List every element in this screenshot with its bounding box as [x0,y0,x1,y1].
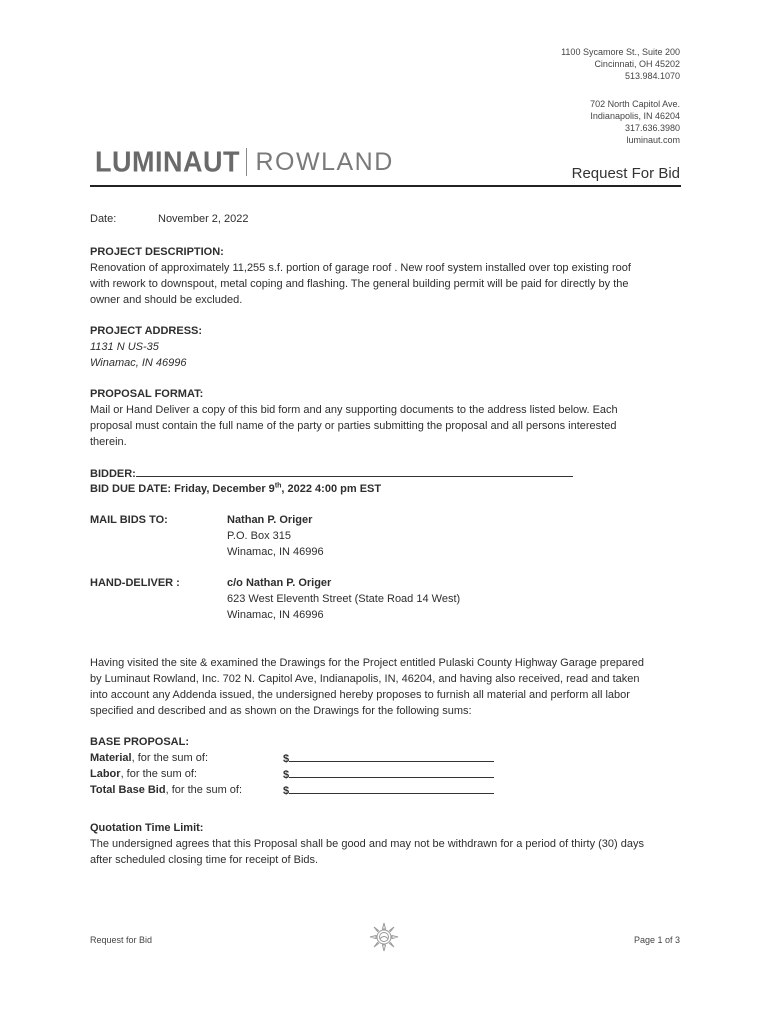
bidder-row [90,465,685,482]
logo-divider [246,148,248,176]
paragraph-line: Renovation of approximately 11,255 s.f. portion of garage roof . New roof system installed over top existing roof [90,262,631,274]
paragraph-line: therein. [90,436,127,448]
section-heading: PROPOSAL FORMAT: [90,388,204,400]
website: luminaut.com [626,135,680,145]
address-line: Cincinnati, OH 45202 [594,59,680,69]
paragraph-line: Mail or Hand Deliver a copy of this bid form and any supporting documents to the address listed below. Each [90,404,618,416]
amount-blank[interactable] [289,766,494,778]
ordinal-suffix: th [274,482,282,490]
currency-symbol: $ [283,769,290,781]
proposal-format [90,386,685,450]
intro-paragraph [90,655,685,719]
mail-bids-label: MAIL BIDS TO: [90,514,168,526]
row-label-rest: , for the sum of: [131,752,208,764]
bid-due-date-text: BID DUE DATE: Friday, December 9 [90,483,275,495]
row-label-bold: Labor [90,768,121,780]
paragraph-line: with rework to downspout, metal coping and flashing. The general building permit will be paid for directly by the [90,278,629,290]
contact-name: c/o Nathan P. Origer [227,577,332,589]
company-logo [95,146,394,178]
quotation-time-limit [90,820,685,868]
paragraph-line: into account any Addenda issued, the undersigned hereby proposes to furnish all material and perform all labor [90,689,630,701]
phone-number: 513.984.1070 [624,71,680,81]
mail-bids-address [227,512,324,560]
project-address [90,323,685,371]
paragraph-line: owner and should be excluded. [90,294,243,306]
contact-name: Nathan P. Origer [227,514,313,526]
date-row [90,211,685,227]
document-title: Request For Bid [571,165,680,182]
footer-document-name: Request for Bid [90,935,153,945]
address-line: 1100 Sycamore St., Suite 200 [561,47,680,57]
paragraph-line: by Luminaut Rowland, Inc. 702 N. Capitol Ave, Indianapolis, IN, 46204, and having also received, read and taken [90,673,640,685]
paragraph-line: specified and described and as shown on the Drawings for the following sums: [90,705,472,717]
section-heading: PROJECT ADDRESS: [90,325,203,337]
address-line: 1131 N US-35 [90,341,159,353]
bid-due-date-time: , 2022 4:00 pm EST [281,483,382,495]
paragraph-line: proposal must contain the full name of the party or parties submitting the proposal and all persons interested [90,420,617,432]
date-label: Date: [90,213,117,225]
paragraph-line: The undersigned agrees that this Proposal shall be good and may not be withdrawn for a period of thirty (30) days [90,838,644,850]
base-proposal [90,734,685,798]
address-line: 623 West Eleventh Street (State Road 14 West) [227,593,461,605]
address-line: Winamac, IN 46996 [90,357,187,369]
row-label-rest: , for the sum of: [165,784,243,796]
total-base-bid-row [90,782,685,798]
hand-deliver-label: HAND-DELIVER : [90,577,180,589]
address-line: Indianapolis, IN 46204 [590,111,680,121]
row-label-bold: Total Base Bid [90,784,166,796]
hand-deliver-address [227,575,460,623]
phone-number: 317.636.3980 [624,123,680,133]
page-number: Page 1 of 3 [633,935,680,945]
section-heading: Quotation Time Limit: [90,822,204,834]
row-label-bold: Material [90,752,132,764]
section-heading: BASE PROPOSAL: [90,736,190,748]
address-line: 702 North Capitol Ave. [590,99,680,109]
address-line: Winamac, IN 46996 [227,546,324,558]
office-address-indianapolis [590,98,680,146]
address-line: P.O. Box 315 [227,530,292,542]
currency-symbol: $ [283,753,290,765]
labor-amount-field[interactable] [283,766,494,783]
project-description [90,244,685,308]
mail-bids-block [90,512,685,558]
sun-seal-icon [368,921,400,953]
address-line: Winamac, IN 46996 [227,609,324,621]
date-value: November 2, 2022 [158,213,249,225]
logo-brand: LUMINAUT [95,145,240,178]
paragraph-line: Having visited the site & examined the Drawings for the Project entitled Pulaski County Highway Garage prepared [90,657,644,669]
bidder-name-blank[interactable] [136,465,573,477]
paragraph-line: after scheduled closing time for receipt of Bids. [90,854,319,866]
bid-due-date [90,481,685,497]
header-divider [90,185,681,187]
amount-blank[interactable] [289,782,494,794]
office-address-cincinnati [561,46,680,82]
bidder-label: BIDDER: [90,468,136,480]
labor-row [90,766,685,782]
logo-partner: ROWLAND [255,147,394,176]
total-amount-field[interactable] [283,782,494,799]
section-heading: PROJECT DESCRIPTION: [90,246,224,258]
currency-symbol: $ [283,785,290,797]
material-amount-field[interactable] [283,750,494,767]
amount-blank[interactable] [289,750,494,762]
hand-deliver-block [90,575,685,621]
row-label-rest: , for the sum of: [120,768,197,780]
material-row [90,750,685,766]
